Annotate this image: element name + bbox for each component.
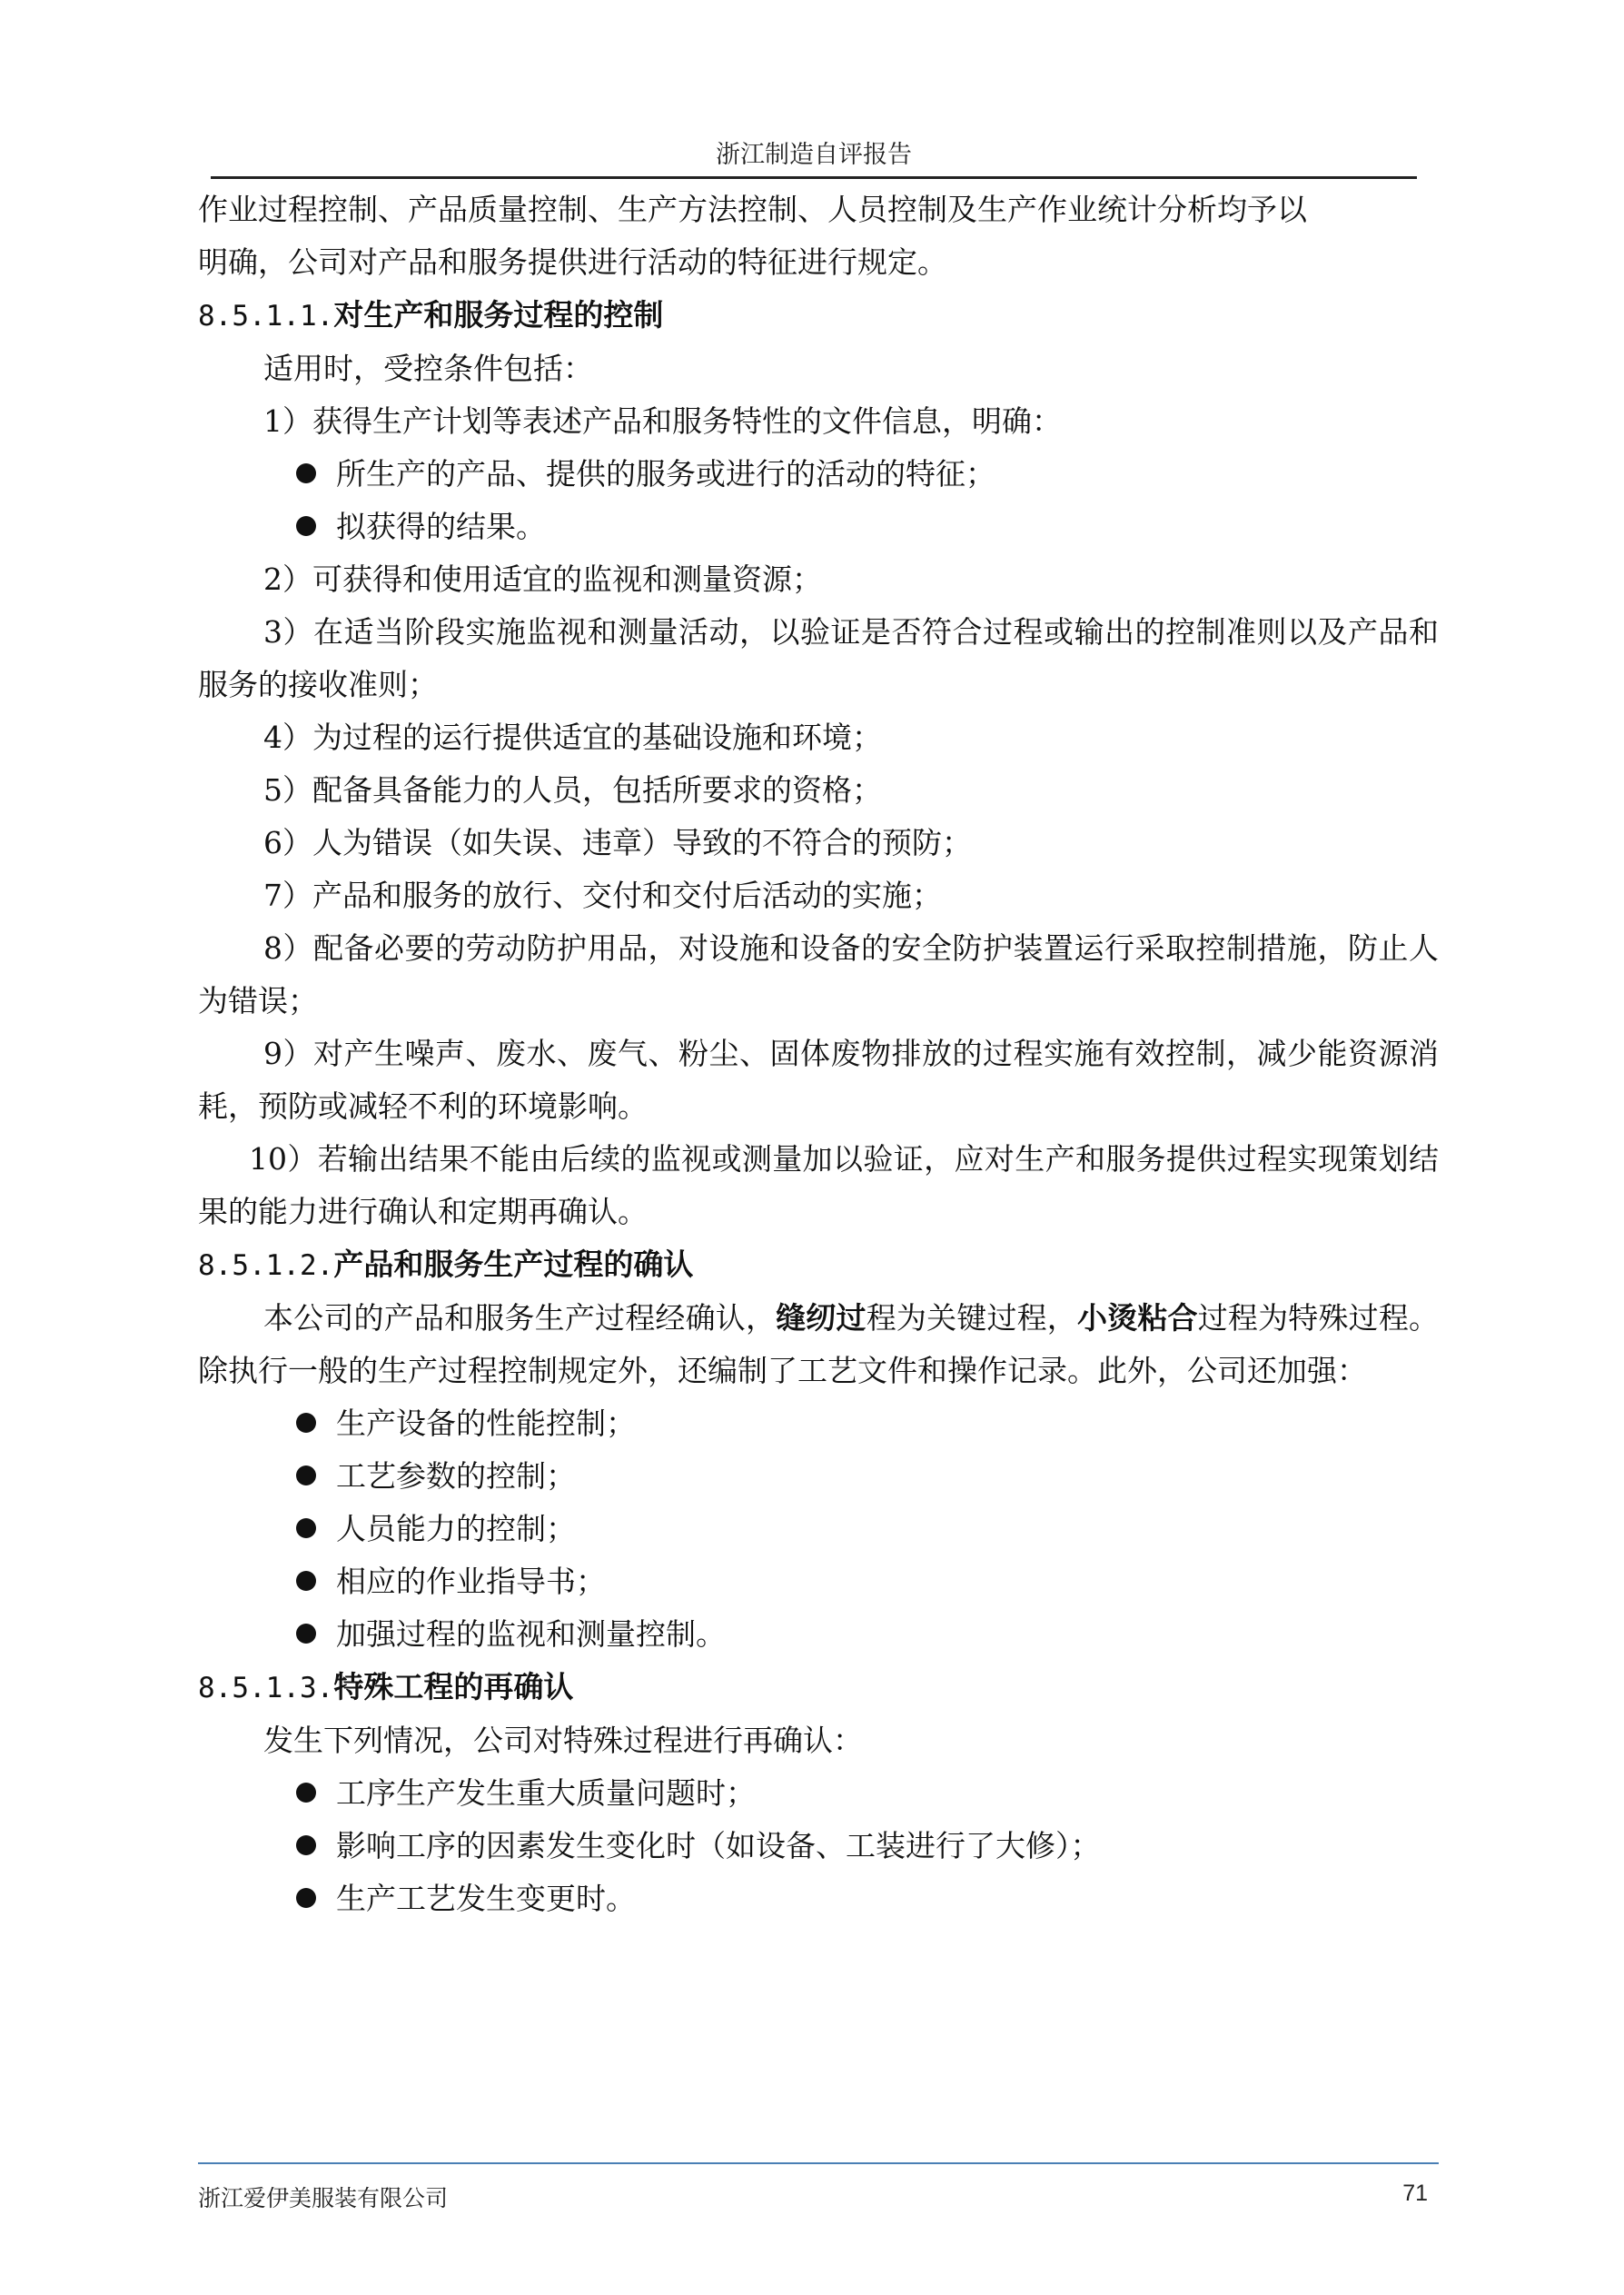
para-bold-text: 缝纫过	[776, 1300, 866, 1336]
bullet-item	[198, 448, 1439, 501]
bullet-icon	[296, 1413, 316, 1433]
list-item-5: 5）配备具备能力的人员，包括所要求的资格；	[263, 772, 882, 808]
list-item-9: 9）对产生噪声、废水、废气、粉尘、固体废物排放的过程实施有效控制，减少能资源消耗，预防或减轻不利的环境影响。	[198, 1036, 1439, 1124]
section-lead: 发生下列情况，公司对特殊过程进行再确认：	[263, 1723, 863, 1758]
bullet-text: 工序生产发生重大质量问题时；	[336, 1775, 756, 1811]
bullet-item	[198, 1450, 1439, 1503]
section-lead: 适用时，受控条件包括：	[263, 351, 593, 386]
bullet-item	[198, 1555, 1439, 1608]
section-heading-8-5-1-1	[198, 289, 1439, 343]
bullet-text: 相应的作业指导书；	[336, 1564, 606, 1599]
bullet-icon	[296, 1465, 316, 1485]
para-text: 程为关键过程，	[866, 1300, 1077, 1336]
list-item-8: 8）配备必要的劳动防护用品，对设施和设备的安全防护装置运行采取控制措施，防止人为错误；	[198, 930, 1439, 1018]
bullet-icon	[296, 1888, 316, 1908]
page-header-title: 浙江制造自评报告	[716, 141, 912, 169]
footer-rule	[198, 2162, 1439, 2164]
bullet-text: 工艺参数的控制；	[336, 1458, 576, 1494]
bullet-icon	[296, 1518, 316, 1538]
list-item-2: 2）可获得和使用适宜的监视和测量资源；	[263, 561, 822, 597]
bullet-icon	[296, 1624, 316, 1644]
list-item-6: 6）人为错误（如失误、违章）导致的不符合的预防；	[263, 825, 972, 860]
bullet-text: 生产工艺发生变更时。	[336, 1881, 636, 1916]
header-rule	[211, 176, 1417, 179]
section-paragraph	[198, 1292, 1439, 1397]
bullet-text: 影响工序的因素发生变化时（如设备、工装进行了大修）；	[336, 1828, 1101, 1863]
intro-line-1: 作业过程控制、产品质量控制、生产方法控制、人员控制及生产作业统计分析均予以	[198, 192, 1307, 227]
list-item-7: 7）产品和服务的放行、交付和交付后活动的实施；	[263, 878, 942, 913]
list-item-3: 3）在适当阶段实施监视和测量活动，以验证是否符合过程或输出的控制准则以及产品和服务的接收准则；	[198, 614, 1439, 702]
section-heading-8-5-1-3	[198, 1661, 1439, 1714]
section-title: 产品和服务生产过程的确认	[333, 1247, 694, 1282]
para-bold-text: 小烫粘合	[1077, 1300, 1198, 1336]
bullet-item	[198, 1397, 1439, 1450]
bullet-item	[198, 1767, 1439, 1820]
bullet-text: 所生产的产品、提供的服务或进行的活动的特征；	[336, 456, 995, 492]
list-item-10: 10）若输出结果不能由后续的监视或测量加以验证，应对生产和服务提供过程实现策划结果的能力进行确认和定期再确认。	[198, 1141, 1439, 1229]
bullet-icon	[296, 1835, 316, 1855]
section-title: 特殊工程的再确认	[333, 1669, 574, 1704]
page-number: 71	[1402, 2181, 1428, 2206]
bullet-text: 人员能力的控制；	[336, 1511, 576, 1546]
bullet-text: 加强过程的监视和测量控制。	[336, 1616, 726, 1652]
bullet-item	[198, 1503, 1439, 1555]
section-number: 8.5.1.2.	[198, 1249, 334, 1282]
list-item-1: 1）获得生产计划等表述产品和服务特性的文件信息，明确：	[263, 403, 1062, 439]
bullet-icon	[296, 463, 316, 483]
para-text: 过程为特殊过程。除执行一般的生产过程控制规定外，还编制了工艺文件和操作记录。此外，公司还加强：	[198, 1300, 1440, 1388]
para-text: 本公司的产品和服务生产过程经确认，	[263, 1300, 777, 1336]
bullet-text: 拟获得的结果。	[336, 509, 546, 544]
intro-line-2: 明确，公司对产品和服务提供进行活动的特征进行规定。	[198, 244, 947, 280]
section-number: 8.5.1.1.	[198, 300, 334, 333]
list-item-4: 4）为过程的运行提供适宜的基础设施和环境；	[263, 720, 882, 755]
bullet-text: 生产设备的性能控制；	[336, 1406, 636, 1441]
section-number: 8.5.1.3.	[198, 1672, 334, 1704]
bullet-item	[198, 1873, 1439, 1925]
page-content	[198, 184, 1439, 1925]
bullet-icon	[296, 1783, 316, 1803]
bullet-icon	[296, 1571, 316, 1591]
section-heading-8-5-1-2	[198, 1238, 1439, 1292]
section-title: 对生产和服务过程的控制	[333, 297, 664, 333]
bullet-item	[198, 501, 1439, 553]
bullet-icon	[296, 516, 316, 536]
bullet-item	[198, 1820, 1439, 1873]
footer-company: 浙江爱伊美服装有限公司	[198, 2185, 449, 2211]
bullet-item	[198, 1608, 1439, 1661]
